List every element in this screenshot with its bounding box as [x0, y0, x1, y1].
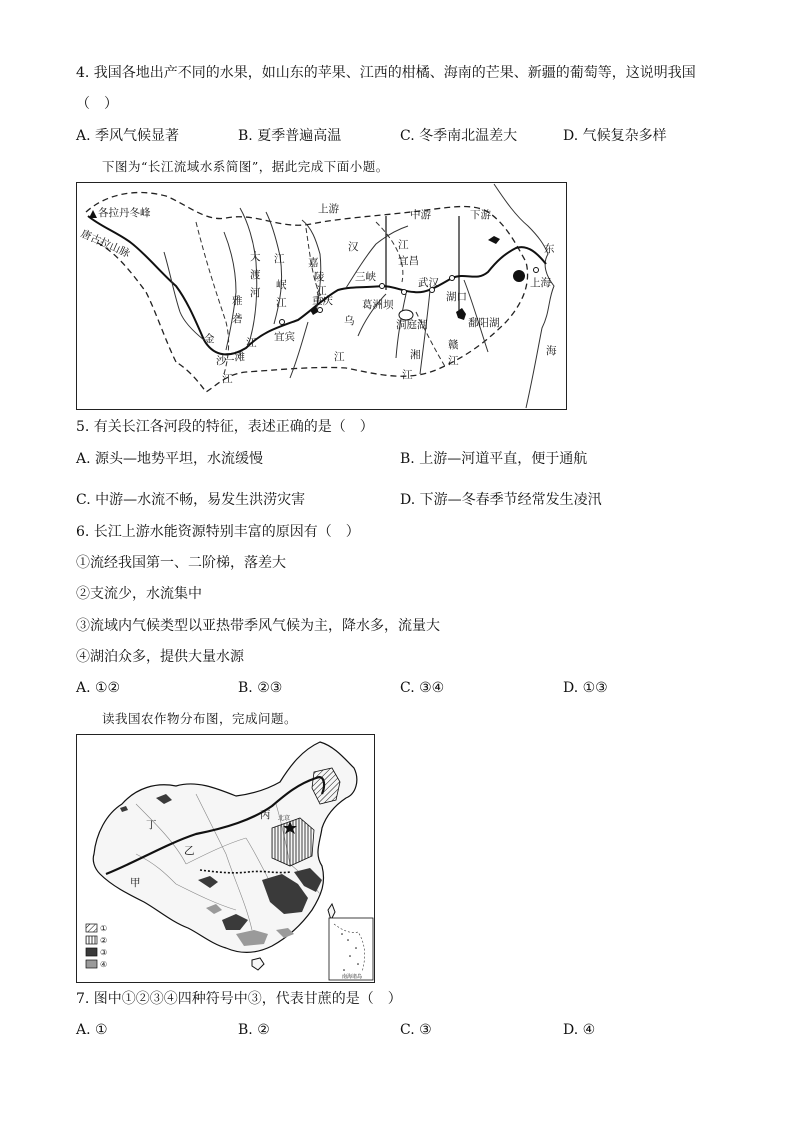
crop-distribution-map: [76, 734, 375, 983]
label-ertan: 二滩: [224, 351, 245, 363]
label-jinsha-1: 金: [204, 333, 215, 345]
label-xiang-1: 湘: [410, 349, 421, 361]
q4-option-b: B. 夏季普遍高温: [238, 128, 342, 144]
label-wu: 乌: [344, 315, 355, 327]
label-jiang-han: 江: [398, 239, 409, 251]
label-dadu-1: 大: [250, 251, 261, 263]
label-lower: 下游: [470, 209, 491, 221]
label-yibin: 宜宾: [274, 331, 295, 343]
label-wu-jiang: 江: [334, 351, 345, 363]
label-yichang: 宜昌: [398, 255, 419, 267]
label-jinsha-2: 沙: [216, 355, 227, 367]
q4-option-d: D. 气候复杂多样: [563, 128, 667, 144]
q5-option-b: B. 上游—河道平直，便于通航: [400, 451, 588, 467]
label-min-1: 岷: [276, 279, 287, 291]
label-shanghai: 上海: [530, 277, 551, 289]
q7-option-c: C. ③: [400, 1022, 432, 1038]
q7-option-d: D. ④: [563, 1022, 596, 1038]
q6-option-c: C. ③④: [400, 680, 445, 696]
legend-label-4: ④: [100, 960, 108, 969]
label-yalong-2: 砻: [232, 313, 243, 325]
label-beijing: 北京: [278, 815, 291, 822]
label-nanhai: 南海诸岛: [342, 974, 363, 980]
intro-crop: 读我国农作物分布图，完成问题。: [102, 711, 298, 726]
q7-option-a: A. ①: [76, 1022, 108, 1038]
label-dadu-3: 河: [250, 287, 261, 299]
label-middle: 中游: [410, 209, 431, 221]
label-chongqing: 重庆: [312, 295, 333, 307]
legend-label-2: ②: [100, 936, 108, 945]
label-jialing-3: 江: [316, 285, 327, 297]
label-dadu-2: 渡: [250, 269, 261, 281]
intro-yangtze: 下图为“长江流域水系简图”，据此完成下面小题。: [102, 159, 389, 174]
label-han: 汉: [348, 241, 359, 253]
label-dongting: 洞庭湖: [396, 319, 428, 331]
label-poyang: 鄱阳湖: [468, 317, 500, 329]
q4-stem: 4. 我国各地出产不同的水果，如山东的苹果、江西的柑橘、海南的芒果、新疆的葡萄等，这说明我国: [76, 65, 696, 81]
label-xiang-2: 江: [402, 369, 413, 381]
yangtze-river-map: [76, 182, 567, 410]
q4-option-c: C. 冬季南北温差大: [400, 128, 518, 144]
label-jia: 甲: [130, 877, 141, 889]
q4-paren: （ ）: [76, 96, 118, 112]
label-bing: 丙: [260, 809, 271, 821]
q5-option-a: A. 源头—地势平坦，水流缓慢: [76, 451, 264, 467]
label-ding: 丁: [146, 819, 157, 831]
label-dong: 东: [544, 243, 555, 255]
label-gezhouba: 葛洲坝: [362, 299, 394, 311]
label-jialing-2: 陵: [314, 271, 325, 283]
q6-stem: 6. 长江上游水能资源特别丰富的原因有（ ）: [76, 524, 360, 540]
label-hukou: 湖口: [446, 291, 467, 303]
label-yalong-3: 江: [246, 337, 257, 349]
q6-item-1: ①流经我国第一、二阶梯，落差大: [76, 555, 286, 571]
legend-swatch-3: [86, 948, 97, 956]
legend-label-1: ①: [100, 924, 108, 933]
q5-option-d: D. 下游—冬春季节经常发生凌汛: [400, 492, 602, 508]
q6-option-b: B. ②③: [238, 680, 283, 696]
label-jinsha-3: 江: [222, 373, 233, 385]
q4-option-a: A. 季风气候显著: [76, 128, 180, 144]
label-tanggula: 唐古拉山脉: [78, 227, 132, 261]
label-yi: 乙: [184, 845, 195, 857]
q6-item-3: ③流域内气候类型以亚热带季风气候为主，降水多，流量大: [76, 618, 440, 634]
label-gan-2: 江: [448, 355, 459, 367]
legend-swatch-4: [86, 960, 97, 968]
label-wuhan: 武汉: [418, 277, 439, 289]
label-min-2: 江: [276, 297, 287, 309]
label-geladandong: 各拉丹冬峰: [98, 207, 151, 219]
q6-option-d: D. ①③: [563, 680, 608, 696]
label-jiang2: 江: [274, 253, 285, 265]
q5-option-c: C. 中游—水流不畅，易发生洪涝灾害: [76, 492, 306, 508]
q7-option-b: B. ②: [238, 1022, 270, 1038]
q6-option-a: A. ①②: [76, 680, 121, 696]
label-sanxia: 三峡: [355, 271, 376, 283]
q5-stem: 5. 有关长江各河段的特征，表述正确的是（ ）: [76, 419, 374, 435]
label-gan-1: 赣: [448, 339, 459, 351]
label-hai: 海: [546, 345, 557, 357]
label-upper: 上游: [318, 203, 339, 215]
q6-item-4: ④湖泊众多，提供大量水源: [76, 649, 244, 665]
legend-swatch-1: [86, 924, 97, 932]
legend-label-3: ③: [100, 948, 108, 957]
q7-stem: 7. 图中①②③④四种符号中③，代表甘蔗的是（ ）: [76, 991, 402, 1007]
legend-swatch-2: [86, 936, 97, 944]
q6-item-2: ②支流少，水流集中: [76, 586, 202, 602]
label-yalong-1: 雅: [232, 295, 243, 307]
label-jialing-1: 嘉: [308, 257, 319, 269]
